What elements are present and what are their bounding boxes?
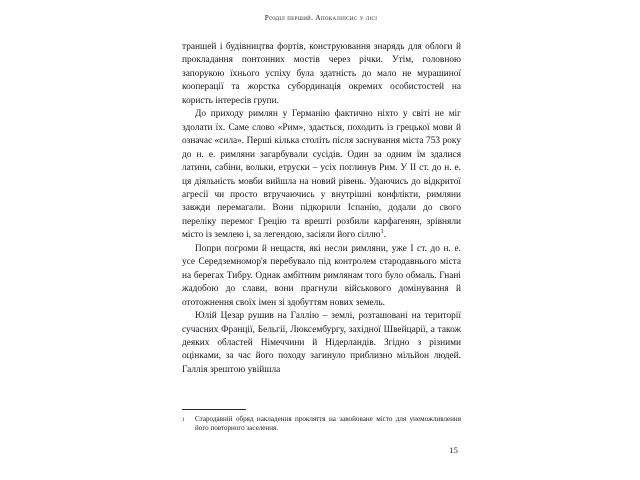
footnote-marker: 1 <box>182 416 185 423</box>
footnote <box>182 415 461 434</box>
footnote-area <box>182 409 461 434</box>
footnote-separator-rule <box>182 409 246 410</box>
paragraph: траншей і будівництва фортів, конструювання знарядь для облоги й прокладання понтонних мостів через річки. Утім, головною запорукою їхнього успіху була здатність до мало не мурашиної кооперації та жорстка субординація окремих особистостей на користь інтересів групи. <box>182 42 461 106</box>
running-head: Розділ перший. Апокаліпсис у лісі <box>264 14 378 22</box>
page-number: 15 <box>449 446 458 455</box>
paragraph: Юлій Цезар рушив на Галлію – землі, розташовані на території сучасних Франції, Бельгії, Люксембургу, західної Швейцарії, а також деяких областей Німеччини й Нідерландів. Згідно з різними оцінками, за час його походу загинуло приблизно мільйон людей. Галлія зрештою увійшла <box>182 311 461 375</box>
footnote-text: Стародавній обряд накладення прокляття на завойоване місто для унеможливлення його повторного заселення. <box>195 415 461 433</box>
paragraph: Попри погроми й нещастя, які несли римляни, уже І ст. до н. е. усе Середземномор'я перебувало під контролем стародавнього міста на берегах Тибру. Однак амбітним римлянам того було обмаль. Гнані жадобою до слави, вони прагнули військового домінування й ототожнення своїх імен зі здобуттям нових земель. <box>182 243 461 308</box>
paragraph-text: До приходу римлян у Германію фактично ніхто у світі не міг здолати їх. Саме слово «Рим», здається, походить із грецької мови й означає «сила». Перші кілька століть після заснування міста 753 року до н. е. римляни загарбували сусідів. Один за одним їм здалися латини, сабіни, вольки, етруски – усіх поглинув Рим. У ІІ ст. до н. е. ця діяльність мовби вийшла на новий рівень. Удаючись до відкритої агресії чи просто втручаючись у внутрішні конфлікти, римляни завжди перемагали. Вони підкорили Іспанію, додали до свого переліку перемог Грецію та врешті розбили карфагенян, зрівняли місто із землею і, за легендою, засіяли його сіллю <box>182 109 461 241</box>
paragraph: До приходу римлян у Германію фактично ніхто у світі не міг здолати їх. Саме слово «Рим», здається, походить із грецької мови й означає «сила». Перші кілька століть після заснування міста 753 року до н. е. римляни загарбували сусідів. Один за одним їм здалися латини, сабіни, вольки, етруски – усіх поглинув Рим. У ІІ ст. до н. е. ця діяльність мовби вийшла на новий рівень. Удаючись до відкритої агресії чи просто втручаючись у внутрішні конфлікти, римляни завжди перемагали. Вони підкорили Іспанію, додали до свого переліку перемог Грецію та врешті розбили карфагенян, зрівняли місто із землею і, за легендою, засіяли його сіллю$^1$. <box>182 109 461 241</box>
footnote-reference[interactable]: 1 <box>380 228 384 236</box>
main-text-block <box>182 41 461 377</box>
